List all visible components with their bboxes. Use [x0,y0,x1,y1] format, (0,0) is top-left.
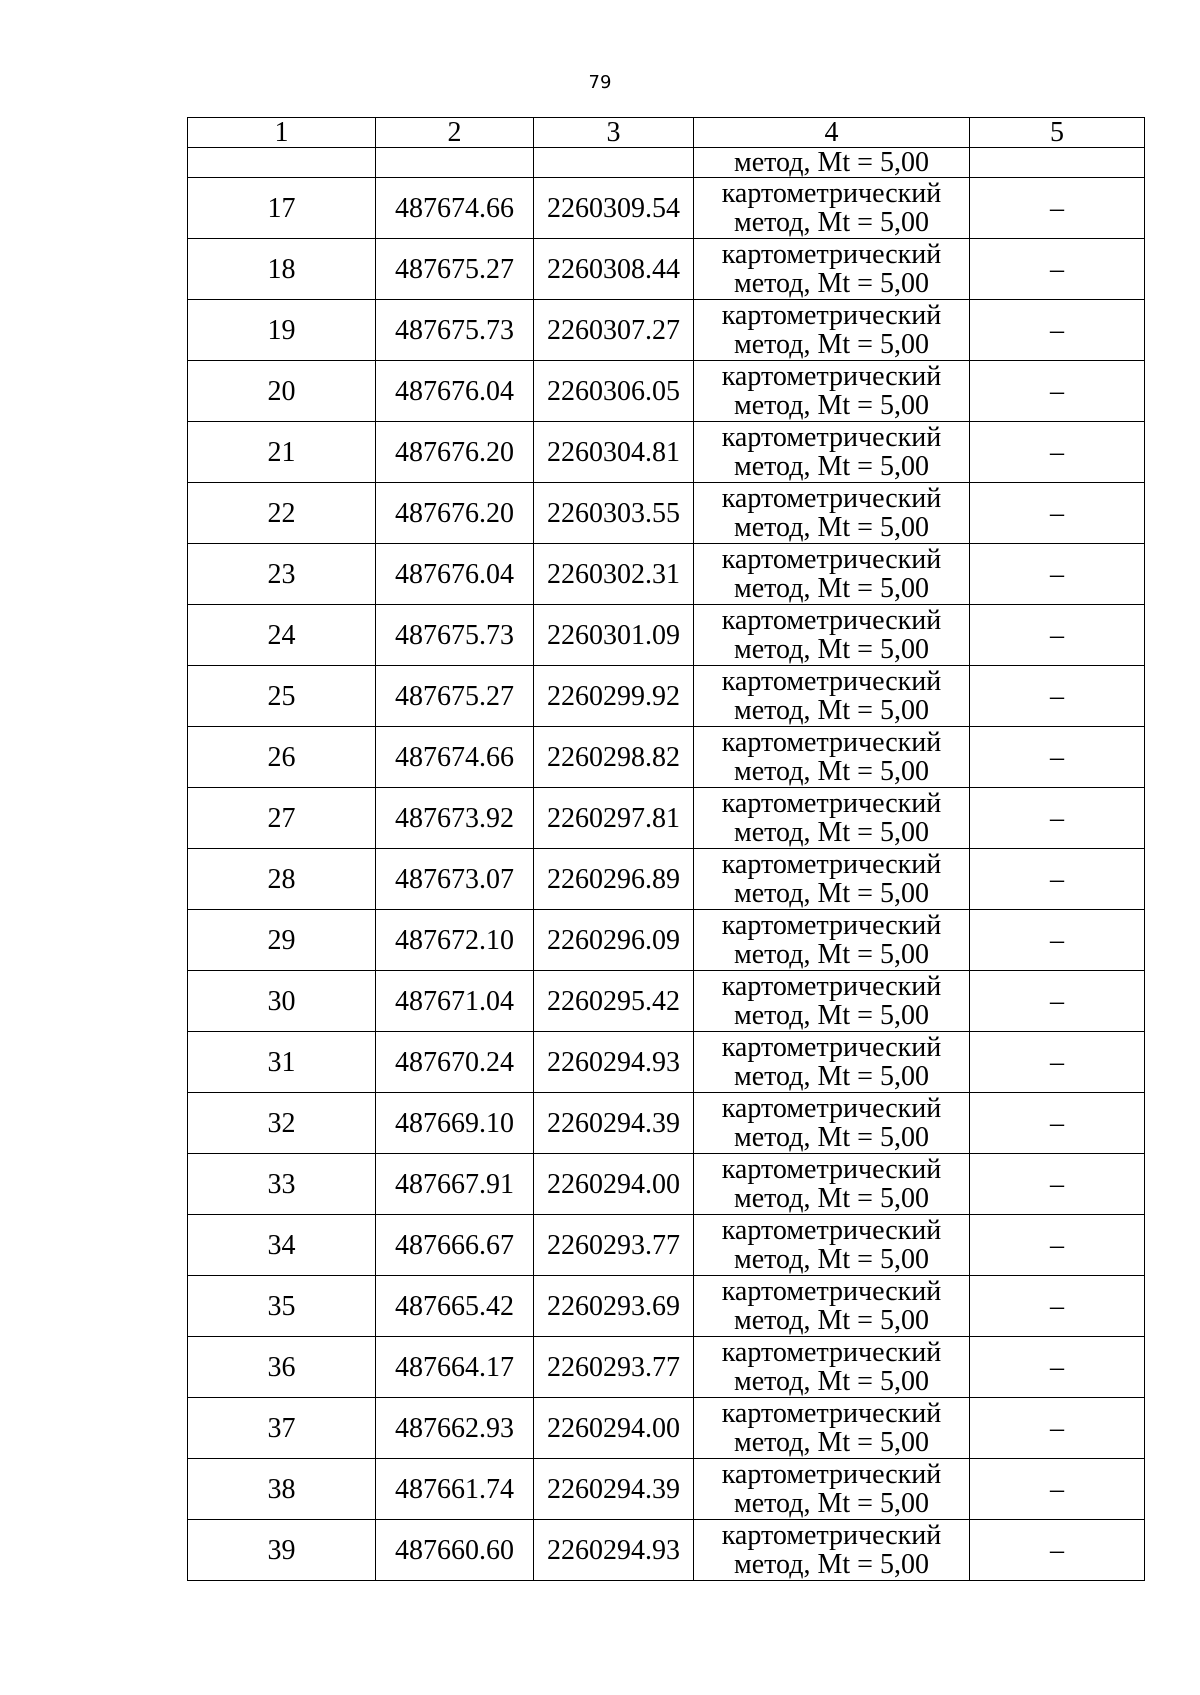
point-number-cell: 26 [188,727,376,788]
method-line: картометрический [721,605,942,636]
point-number-cell: 34 [188,1215,376,1276]
x-coordinate-cell: 487666.67 [376,1215,534,1276]
method-line: метод, Mt = 5,00 [734,1000,929,1031]
note-cell: – [970,910,1145,971]
method-cell [694,727,970,788]
y-coordinate-cell: 2260295.42 [534,971,694,1032]
method-line: метод, Mt = 5,00 [734,1183,929,1214]
y-coordinate-cell: 2260297.81 [534,788,694,849]
page-number: 79 [588,72,612,93]
method-cell [694,483,970,544]
method-line: метод, Mt = 5,00 [734,939,929,970]
method-line: картометрический [721,910,942,941]
y-coordinate-cell: 2260308.44 [534,239,694,300]
note-cell: – [970,1398,1145,1459]
note-cell: – [970,178,1145,239]
x-coordinate-cell: 487673.07 [376,849,534,910]
table-row [188,1032,1145,1093]
x-coordinate-cell: 487662.93 [376,1398,534,1459]
method-line: картометрический [721,300,942,331]
method-line: картометрический [721,1215,942,1246]
x-coordinate-cell: 487675.73 [376,300,534,361]
y-coordinate-cell: 2260293.77 [534,1337,694,1398]
method-line: картометрический [721,727,942,758]
method-cell [694,1337,970,1398]
method-cell [694,1093,970,1154]
table-row [188,361,1145,422]
coordinates-table [187,117,1145,1581]
method-line: метод, Mt = 5,00 [734,878,929,909]
note-cell: – [970,1459,1145,1520]
y-coordinate-cell: 2260294.93 [534,1520,694,1581]
point-number-cell: 38 [188,1459,376,1520]
table-row [188,483,1145,544]
x-coordinate-cell: 487665.42 [376,1276,534,1337]
table-cell: метод, Mt = 5,00 [694,148,970,178]
point-number-cell: 23 [188,544,376,605]
x-coordinate-cell: 487672.10 [376,910,534,971]
column-header: 1 [188,118,376,148]
method-line: метод, Mt = 5,00 [734,1427,929,1458]
column-header: 5 [970,118,1145,148]
method-cell [694,666,970,727]
method-cell [694,422,970,483]
point-number-cell: 18 [188,239,376,300]
y-coordinate-cell: 2260294.39 [534,1459,694,1520]
column-header: 2 [376,118,534,148]
method-line: картометрический [721,178,942,209]
y-coordinate-cell: 2260299.92 [534,666,694,727]
x-coordinate-cell: 487675.27 [376,666,534,727]
method-line: метод, Mt = 5,00 [734,1305,929,1336]
x-coordinate-cell: 487669.10 [376,1093,534,1154]
table-row [188,239,1145,300]
point-number-cell: 30 [188,971,376,1032]
method-cell [694,605,970,666]
table-row [188,1215,1145,1276]
table-row [188,605,1145,666]
method-line: картометрический [721,361,942,392]
table-row [188,544,1145,605]
table-cell [376,148,534,178]
method-line: метод, Mt = 5,00 [734,268,929,299]
method-cell [694,849,970,910]
note-cell: – [970,422,1145,483]
method-line: картометрический [721,666,942,697]
method-line: картометрический [721,1398,942,1429]
y-coordinate-cell: 2260302.31 [534,544,694,605]
point-number-cell: 31 [188,1032,376,1093]
note-cell: – [970,239,1145,300]
y-coordinate-cell: 2260304.81 [534,422,694,483]
method-line: картометрический [721,1154,942,1185]
note-cell: – [970,483,1145,544]
y-coordinate-cell: 2260298.82 [534,727,694,788]
method-line: метод, Mt = 5,00 [734,695,929,726]
method-line: метод, Mt = 5,00 [734,1366,929,1397]
method-cell [694,1215,970,1276]
point-number-cell: 37 [188,1398,376,1459]
method-line: картометрический [721,1337,942,1368]
table-header-row [188,118,1145,148]
method-cell [694,1154,970,1215]
method-line: метод, Mt = 5,00 [734,634,929,665]
x-coordinate-cell: 487674.66 [376,727,534,788]
y-coordinate-cell: 2260294.93 [534,1032,694,1093]
table-cell [188,148,376,178]
method-line: метод, Mt = 5,00 [734,1549,929,1580]
method-line: метод, Mt = 5,00 [734,1061,929,1092]
note-cell: – [970,1093,1145,1154]
method-cell [694,544,970,605]
method-line: картометрический [721,1093,942,1124]
note-cell: – [970,849,1145,910]
point-number-cell: 35 [188,1276,376,1337]
note-cell: – [970,788,1145,849]
note-cell: – [970,300,1145,361]
table-row [188,971,1145,1032]
table-row [188,727,1145,788]
point-number-cell: 33 [188,1154,376,1215]
point-number-cell: 39 [188,1520,376,1581]
column-header: 3 [534,118,694,148]
y-coordinate-cell: 2260294.00 [534,1154,694,1215]
point-number-cell: 24 [188,605,376,666]
point-number-cell: 27 [188,788,376,849]
table-row [188,788,1145,849]
note-cell: – [970,544,1145,605]
method-line: картометрический [721,1459,942,1490]
method-cell [694,971,970,1032]
method-line: картометрический [721,971,942,1002]
y-coordinate-cell: 2260309.54 [534,178,694,239]
method-cell [694,910,970,971]
note-cell: – [970,727,1145,788]
method-line: картометрический [721,1032,942,1063]
x-coordinate-cell: 487660.60 [376,1520,534,1581]
y-coordinate-cell: 2260293.69 [534,1276,694,1337]
point-number-cell: 17 [188,178,376,239]
method-line: картометрический [721,1276,942,1307]
point-number-cell: 28 [188,849,376,910]
x-coordinate-cell: 487664.17 [376,1337,534,1398]
method-cell [694,361,970,422]
note-cell: – [970,605,1145,666]
method-line: картометрический [721,1520,942,1551]
method-line: метод, Mt = 5,00 [734,1122,929,1153]
table-row [188,1520,1145,1581]
x-coordinate-cell: 487676.20 [376,422,534,483]
method-line: метод, Mt = 5,00 [734,512,929,543]
note-cell: – [970,1276,1145,1337]
point-number-cell: 20 [188,361,376,422]
y-coordinate-cell: 2260294.00 [534,1398,694,1459]
method-line: метод, Mt = 5,00 [734,390,929,421]
note-cell: – [970,1215,1145,1276]
method-line: картометрический [721,239,942,270]
method-line: картометрический [721,544,942,575]
table-row [188,1154,1145,1215]
table-cell [534,148,694,178]
x-coordinate-cell: 487671.04 [376,971,534,1032]
point-number-cell: 25 [188,666,376,727]
x-coordinate-cell: 487676.04 [376,544,534,605]
table-row [188,422,1145,483]
point-number-cell: 36 [188,1337,376,1398]
method-line: метод, Mt = 5,00 [734,756,929,787]
method-line: метод, Mt = 5,00 [734,817,929,848]
x-coordinate-cell: 487670.24 [376,1032,534,1093]
method-cell [694,1398,970,1459]
note-cell: – [970,971,1145,1032]
table-row [188,1337,1145,1398]
method-cell [694,1032,970,1093]
method-cell [694,239,970,300]
note-cell: – [970,1154,1145,1215]
point-number-cell: 21 [188,422,376,483]
point-number-cell: 19 [188,300,376,361]
note-cell: – [970,361,1145,422]
method-line: метод, Mt = 5,00 [734,573,929,604]
table-cell [970,148,1145,178]
y-coordinate-cell: 2260296.89 [534,849,694,910]
method-cell [694,300,970,361]
note-cell: – [970,1032,1145,1093]
x-coordinate-cell: 487676.04 [376,361,534,422]
method-cell [694,1276,970,1337]
method-line: метод, Mt = 5,00 [734,451,929,482]
method-line: картометрический [721,849,942,880]
continuation-row [188,148,1145,178]
table-row [188,849,1145,910]
y-coordinate-cell: 2260307.27 [534,300,694,361]
method-line: картометрический [721,422,942,453]
x-coordinate-cell: 487667.91 [376,1154,534,1215]
y-coordinate-cell: 2260306.05 [534,361,694,422]
method-line: картометрический [721,788,942,819]
note-cell: – [970,1337,1145,1398]
method-line: метод, Mt = 5,00 [734,1244,929,1275]
x-coordinate-cell: 487675.73 [376,605,534,666]
method-line: метод, Mt = 5,00 [734,207,929,238]
point-number-cell: 22 [188,483,376,544]
x-coordinate-cell: 487661.74 [376,1459,534,1520]
x-coordinate-cell: 487673.92 [376,788,534,849]
table-row [188,666,1145,727]
table-row [188,910,1145,971]
table-row [188,1459,1145,1520]
table-row [188,1398,1145,1459]
y-coordinate-cell: 2260296.09 [534,910,694,971]
method-line: картометрический [721,483,942,514]
column-header: 4 [694,118,970,148]
table-row [188,300,1145,361]
y-coordinate-cell: 2260293.77 [534,1215,694,1276]
y-coordinate-cell: 2260294.39 [534,1093,694,1154]
method-cell [694,178,970,239]
table-row [188,1093,1145,1154]
y-coordinate-cell: 2260303.55 [534,483,694,544]
method-line: метод, Mt = 5,00 [734,1488,929,1519]
point-number-cell: 32 [188,1093,376,1154]
x-coordinate-cell: 487674.66 [376,178,534,239]
table-row [188,178,1145,239]
method-cell [694,1520,970,1581]
note-cell: – [970,666,1145,727]
x-coordinate-cell: 487676.20 [376,483,534,544]
method-line: метод, Mt = 5,00 [734,329,929,360]
method-cell [694,788,970,849]
point-number-cell: 29 [188,910,376,971]
y-coordinate-cell: 2260301.09 [534,605,694,666]
note-cell: – [970,1520,1145,1581]
method-cell [694,1459,970,1520]
table-row [188,1276,1145,1337]
x-coordinate-cell: 487675.27 [376,239,534,300]
